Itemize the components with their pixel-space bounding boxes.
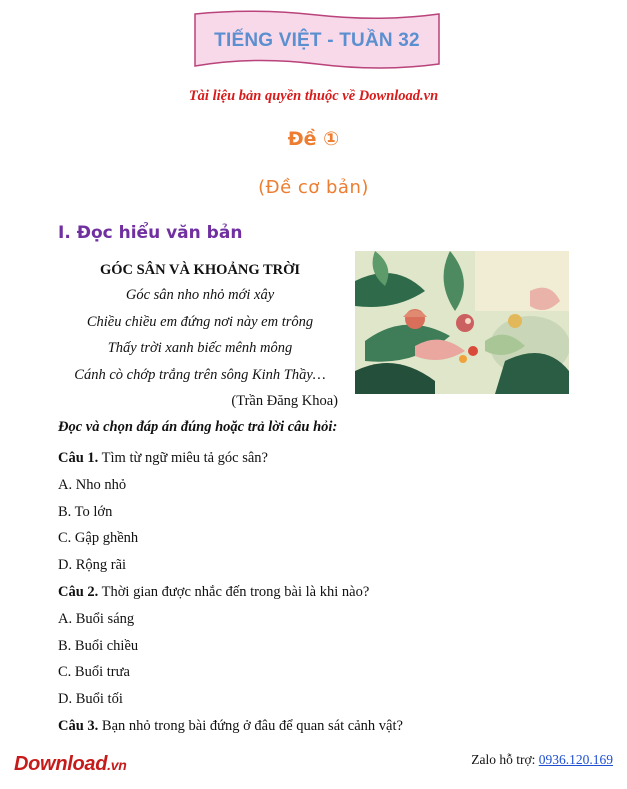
poem-line: Góc sân nho nhỏ mới xây bbox=[125, 287, 275, 303]
section-heading: I. Đọc hiểu văn bản bbox=[58, 223, 243, 243]
answer-option: D. Rộng rãi bbox=[58, 557, 127, 574]
poem-line: Thấy trời xanh biếc mênh mông bbox=[107, 340, 293, 356]
question-1 bbox=[58, 445, 578, 472]
poem-author: (Trần Đăng Khoa) bbox=[231, 393, 338, 409]
answer-option: B. Buổi chiều bbox=[58, 637, 139, 654]
exam-subtitle: (Đề cơ bản) bbox=[258, 177, 369, 198]
poem-illustration bbox=[355, 251, 569, 394]
question-label: Câu 3. bbox=[58, 717, 99, 734]
illustration-image bbox=[355, 251, 569, 394]
zalo-support bbox=[471, 752, 613, 768]
answer-option: C. Gập ghềnh bbox=[58, 530, 139, 547]
poem bbox=[58, 258, 342, 414]
question-text: Thời gian được nhắc đến trong bài là khi nào? bbox=[98, 583, 370, 600]
banner-title: TIẾNG VIỆT - TUẦN 32 bbox=[214, 30, 420, 51]
poem-line: Chiều chiều em đứng nơi này em trông bbox=[86, 313, 314, 330]
question-text: Bạn nhỏ trong bài đứng ở đâu để quan sát cảnh vật? bbox=[98, 717, 403, 734]
question-text: Tìm từ ngữ miêu tả góc sân? bbox=[98, 450, 268, 466]
zalo-label: Zalo hỗ trợ: bbox=[471, 752, 539, 767]
instruction: Đọc và chọn đáp án đúng hoặc trả lời câu hỏi: bbox=[58, 419, 338, 435]
poem-title: GÓC SÂN VÀ KHOẢNG TRỜI bbox=[99, 262, 301, 278]
question-label: Câu 1. bbox=[58, 450, 99, 466]
poem-line: Cánh cò chớp trắng trên sông Kinh Thầy… bbox=[74, 366, 326, 383]
download-logo[interactable] bbox=[14, 753, 126, 776]
exam-title: Đề ① bbox=[287, 128, 340, 150]
answer-option: A. Buổi sáng bbox=[58, 610, 135, 627]
question-label: Câu 2. bbox=[58, 583, 99, 600]
question-3 bbox=[58, 713, 578, 740]
logo-ext: .vn bbox=[107, 757, 127, 773]
answer-option: B. To lớn bbox=[58, 503, 113, 520]
copyright-notice: Tài liệu bản quyền thuộc về Download.vn bbox=[188, 88, 439, 104]
zalo-phone-link[interactable]: 0936.120.169 bbox=[538, 752, 613, 767]
question-2 bbox=[58, 579, 578, 606]
title-banner bbox=[192, 10, 442, 76]
question-list bbox=[58, 445, 578, 740]
logo-main: Download bbox=[14, 753, 108, 775]
answer-option: A. Nho nhỏ bbox=[58, 476, 127, 493]
answer-option: D. Buổi tối bbox=[58, 691, 123, 708]
answer-option: C. Buổi trưa bbox=[58, 664, 130, 681]
